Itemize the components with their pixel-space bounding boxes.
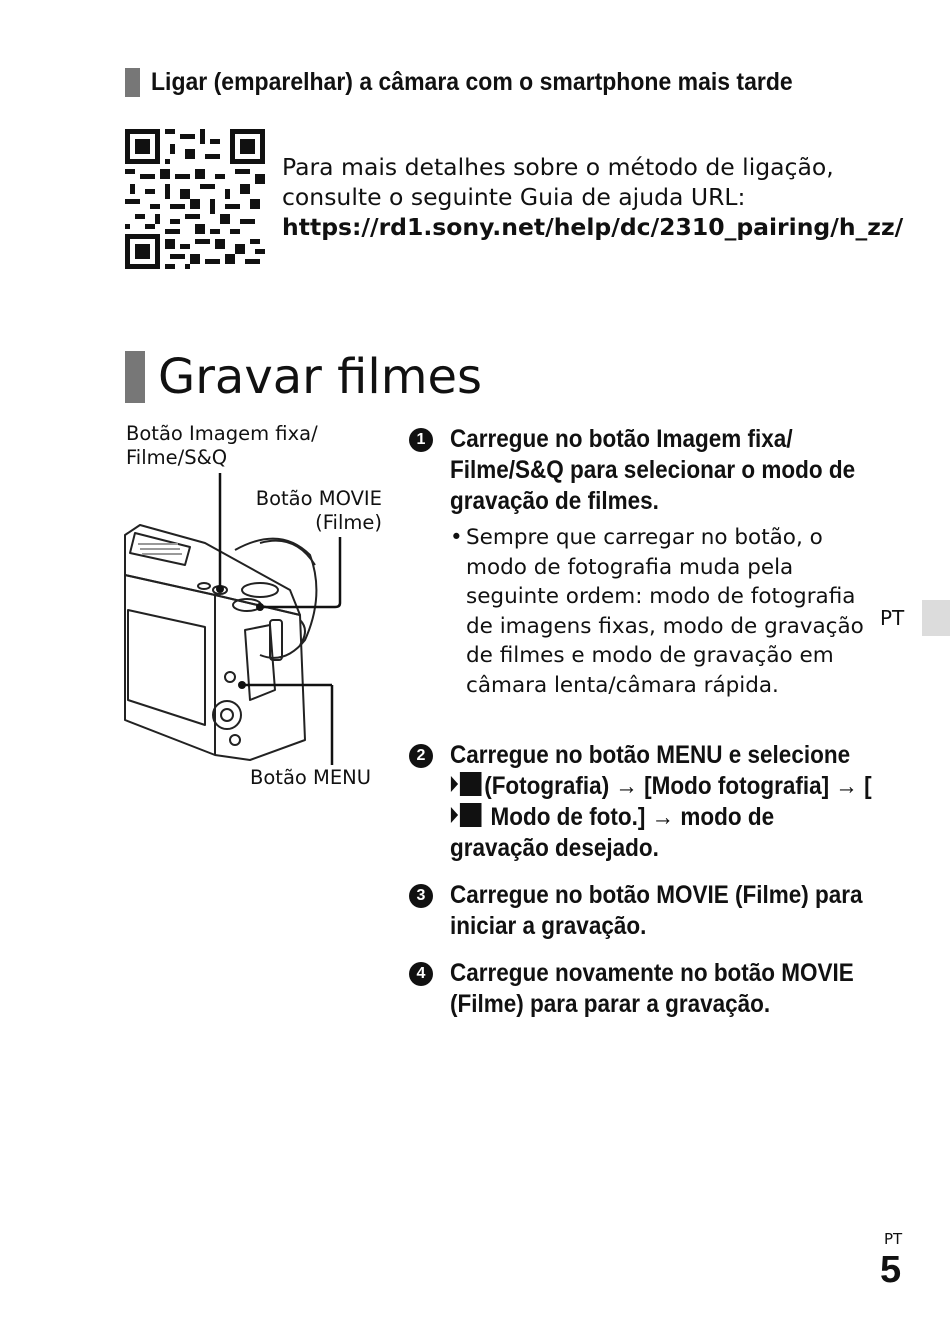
- step-number: 4: [409, 962, 433, 986]
- help-guide-link[interactable]: https://rd1.sony.net/help/dc/2310_pairing/h_zz/: [282, 213, 904, 241]
- pairing-paragraph: [282, 152, 922, 242]
- photo-mode-icon: [450, 802, 484, 828]
- step-text: [450, 740, 873, 864]
- step-number: 2: [409, 744, 433, 768]
- page-title: Gravar filmes: [158, 349, 483, 405]
- movie-button-label-line1: Botão MOVIE: [255, 487, 382, 510]
- step-text-part-a: Carregue no botão MENU e selecione: [450, 741, 851, 769]
- pairing-heading: Ligar (emparelhar) a câmara com o smartphone mais tarde: [151, 68, 793, 96]
- step-1: [409, 424, 879, 700]
- language-tab-label: PT: [880, 606, 905, 630]
- step-3: [409, 880, 879, 942]
- still-button-label-line2: Filme/S&Q: [126, 446, 228, 469]
- step-note: [450, 523, 879, 700]
- step-4: [409, 958, 879, 1020]
- step-text-part-c: Modo de foto.] → modo de gravação desejado.: [450, 803, 775, 862]
- step-text: Carregue novamente no botão MOVIE (Filme) para parar a gravação.: [450, 959, 854, 1018]
- step-text-part-b: (Fotografia) → [Modo fotografia] → [: [484, 772, 872, 800]
- bullet-icon: •: [450, 525, 463, 550]
- language-tab: [922, 600, 950, 636]
- section-marker: [125, 68, 140, 97]
- footer-language: PT: [884, 1230, 903, 1248]
- menu-button-label: Botão MENU: [250, 766, 372, 789]
- still-button-label-line1: Botão Imagem fixa/: [126, 422, 318, 445]
- pairing-description: Para mais detalhes sobre o método de ligação, consulte o seguinte Guia de ajuda URL:: [282, 153, 834, 211]
- step-text: Carregue no botão MOVIE (Filme) para iniciar a gravação.: [450, 881, 863, 940]
- still-button-label: [126, 422, 318, 470]
- step-note-text: Sempre que carregar no botão, o modo de fotografia muda pela seguinte ordem: modo de fotografia de imagens fixas, modo de gravação de filmes e modo de gravação em câmara lenta/câmara rápida.: [466, 525, 864, 698]
- camera-illustration: [120, 415, 390, 800]
- photo-mode-icon: [450, 771, 484, 797]
- step-text: Carregue no botão Imagem fixa/ Filme/S&Q para selecionar o modo de gravação de filmes.: [450, 425, 856, 515]
- qr-code: [125, 129, 265, 269]
- page-number: 5: [880, 1249, 902, 1291]
- step-number: 3: [409, 884, 433, 908]
- step-number: 1: [409, 428, 433, 452]
- step-2: [409, 740, 879, 864]
- movie-button-label: [244, 487, 382, 535]
- movie-button-label-line2: (Filme): [315, 511, 382, 534]
- section-marker: [125, 351, 145, 403]
